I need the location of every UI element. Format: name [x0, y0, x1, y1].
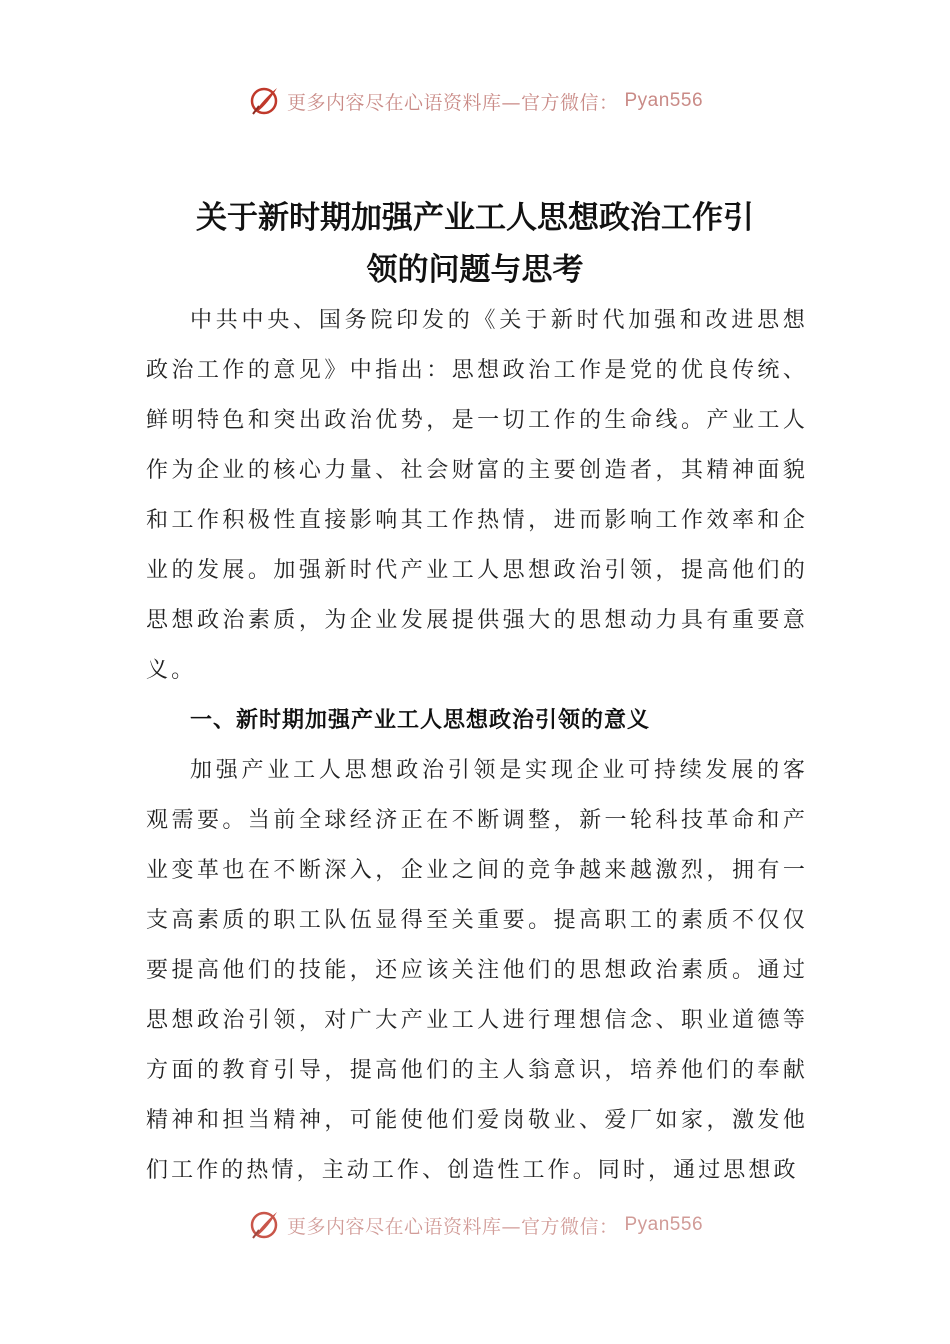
title-line-1: 关于新时期加强产业工人思想政治工作引	[196, 200, 754, 236]
quill-logo-icon	[247, 84, 281, 118]
paragraph-section-1: 加强产业工人思想政治引领是实现企业可持续发展的客观需要。当前全球经济正在不断调整，新一轮科技革命和产业变革也在不断深入，企业之间的竞争越来越激烈，拥有一支高素质的职工队伍显得至关重要。提高职工的素质不仅仅要提高他们的技能，还应该关注他们的思想政治素质。通过思想政治引领，对广大产业工人进行理想信念、职业道德等方面的教育引导，提高他们的主人翁意识，培养他们的奉献精神和担当精神，可能使他们爱岗敬业、爱厂如家，激发他们工作的热情，主动工作、创造性工作。同时，通过思想政	[146, 758, 808, 1183]
watermark-wechat-id: Pyan556	[624, 90, 704, 111]
section-heading-1: 一、新时期加强产业工人思想政治引领的意义	[190, 708, 651, 733]
title-line-2: 领的问题与思考	[366, 252, 584, 288]
paragraph-intro: 中共中央、国务院印发的《关于新时代加强和改进思想政治工作的意见》中指出：思想政治工作是党的优良传统、鲜明特色和突出政治优势，是一切工作的生命线。产业工人作为企业的核心力量、社会财富的主要创造者，其精神面貌和工作积极性直接影响其工作热情，进而影响工作效率和企业的发展。加强新时代产业工人思想政治引领，提高他们的思想政治素质，为企业发展提供强大的思想动力具有重要意义。	[146, 308, 808, 683]
document-body	[146, 296, 808, 1196]
watermark-footer	[0, 1208, 950, 1242]
watermark-text: 更多内容尽在心语资料库—官方微信：	[286, 91, 619, 114]
watermark-text: 更多内容尽在心语资料库—官方微信：	[286, 1215, 619, 1238]
document-title	[140, 192, 810, 296]
watermark-header	[0, 84, 950, 118]
quill-logo-icon	[247, 1208, 281, 1242]
watermark-wechat-id: Pyan556	[624, 1214, 704, 1235]
